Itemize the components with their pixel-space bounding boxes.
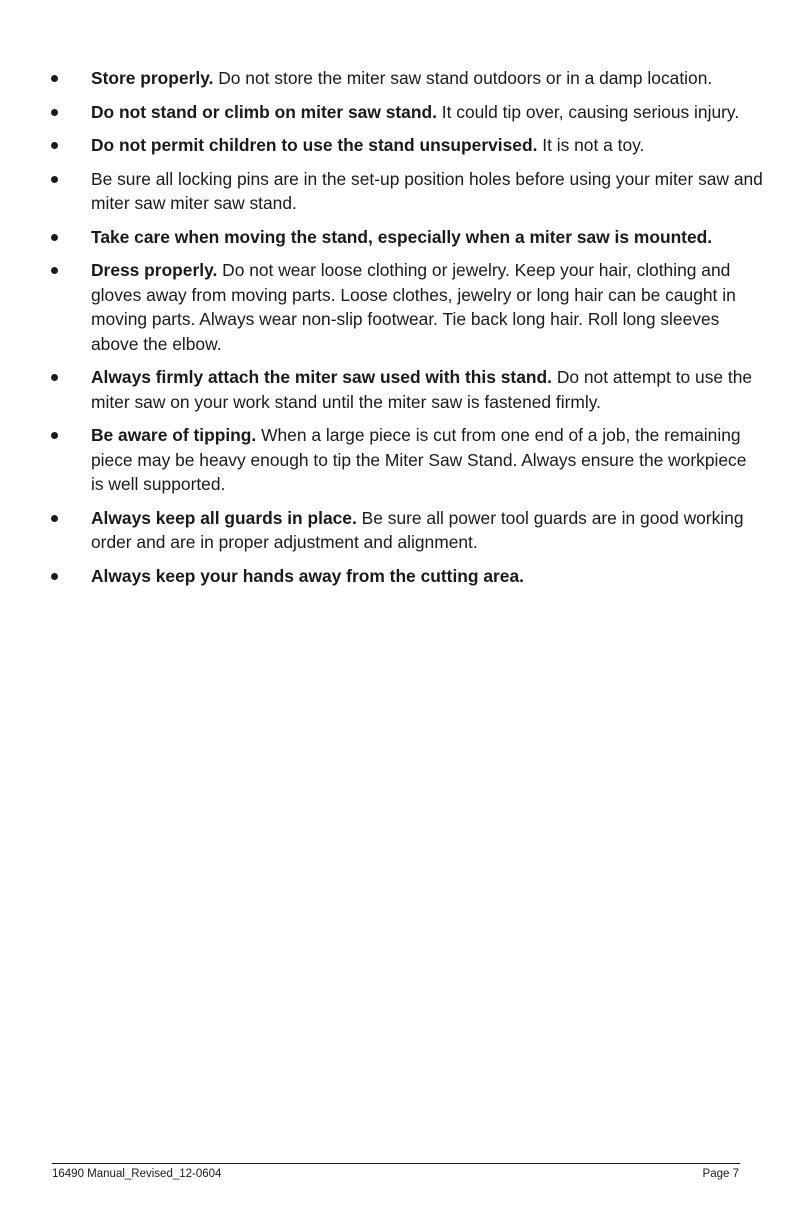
bullet-text: Be sure all locking pins are in the set-up position holes before using your miter saw and miter saw miter saw stand. [91,168,763,213]
bullet-item [0,564,793,589]
footer-page-number: Page 7 [702,1168,739,1180]
bullet-bold-text: Always keep your hands away from the cutting area. [91,565,524,586]
bullet-dot [51,573,58,580]
bullet-dot [51,432,58,439]
bullet-bold-text: Dress properly. [91,260,218,280]
bullet-text: When a large piece is cut from one end of a job, the remaining piece may be heavy enough to tip the Miter Saw Stand. Always ensure the workpiece is well supported. [91,425,747,494]
bullet-text: Be sure all power tool guards are in good working order and are in proper adjustment and alignment. [91,507,744,552]
bullet-item [0,258,793,356]
bullet-text: It could tip over, causing serious injury. [436,101,740,122]
bullet-item [0,167,793,216]
bullet-dot [51,109,58,116]
bullet-dot [51,374,58,381]
bullet-item [0,100,793,125]
bullet-dot [51,234,58,241]
bullet-item [0,66,793,91]
bullet-bold-text: Do not stand or climb on miter saw stand. [91,101,437,122]
bullet-dot [51,142,58,149]
bullet-text: Do not attempt to use the miter saw on your work stand until the miter saw is fastened firmly. [91,367,753,412]
bullet-bold-text: Always firmly attach the miter saw used with this stand. [91,367,552,387]
bullet-bold-text: Do not permit children to use the stand unsupervised. [91,135,538,155]
bullet-dot [51,75,58,82]
bullet-item [0,133,793,158]
footer-divider [52,1163,740,1164]
bullet-dot [51,515,58,522]
bullet-bold-text: Always keep all guards in place. [91,507,357,528]
bullet-item [0,423,793,497]
bullet-text: It is not a toy. [537,135,645,155]
bullet-bold-text: Be aware of tipping. [91,425,257,445]
bullet-item [0,506,793,555]
bullet-bold-text: Take care when moving the stand, especially when a miter saw is mounted. [91,226,713,247]
bullet-dot [51,267,58,274]
bullet-item [0,365,793,414]
bullet-text: Do not wear loose clothing or jewelry. Keep your hair, clothing and gloves away from moving parts. Loose clothes, jewelry or long hair can be caught in moving parts. Always wear non-slip footwear. Tie back long hair. Roll long sleeves above the elbow. [91,260,736,354]
bullet-dot [51,176,58,183]
footer-document-id: 16490 Manual_Revised_12-0604 [52,1168,222,1180]
safety-bullet-list [0,66,793,597]
bullet-item [0,225,793,250]
bullet-text: Do not store the miter saw stand outdoors or in a damp location. [213,68,713,88]
bullet-bold-text: Store properly. [91,68,214,88]
